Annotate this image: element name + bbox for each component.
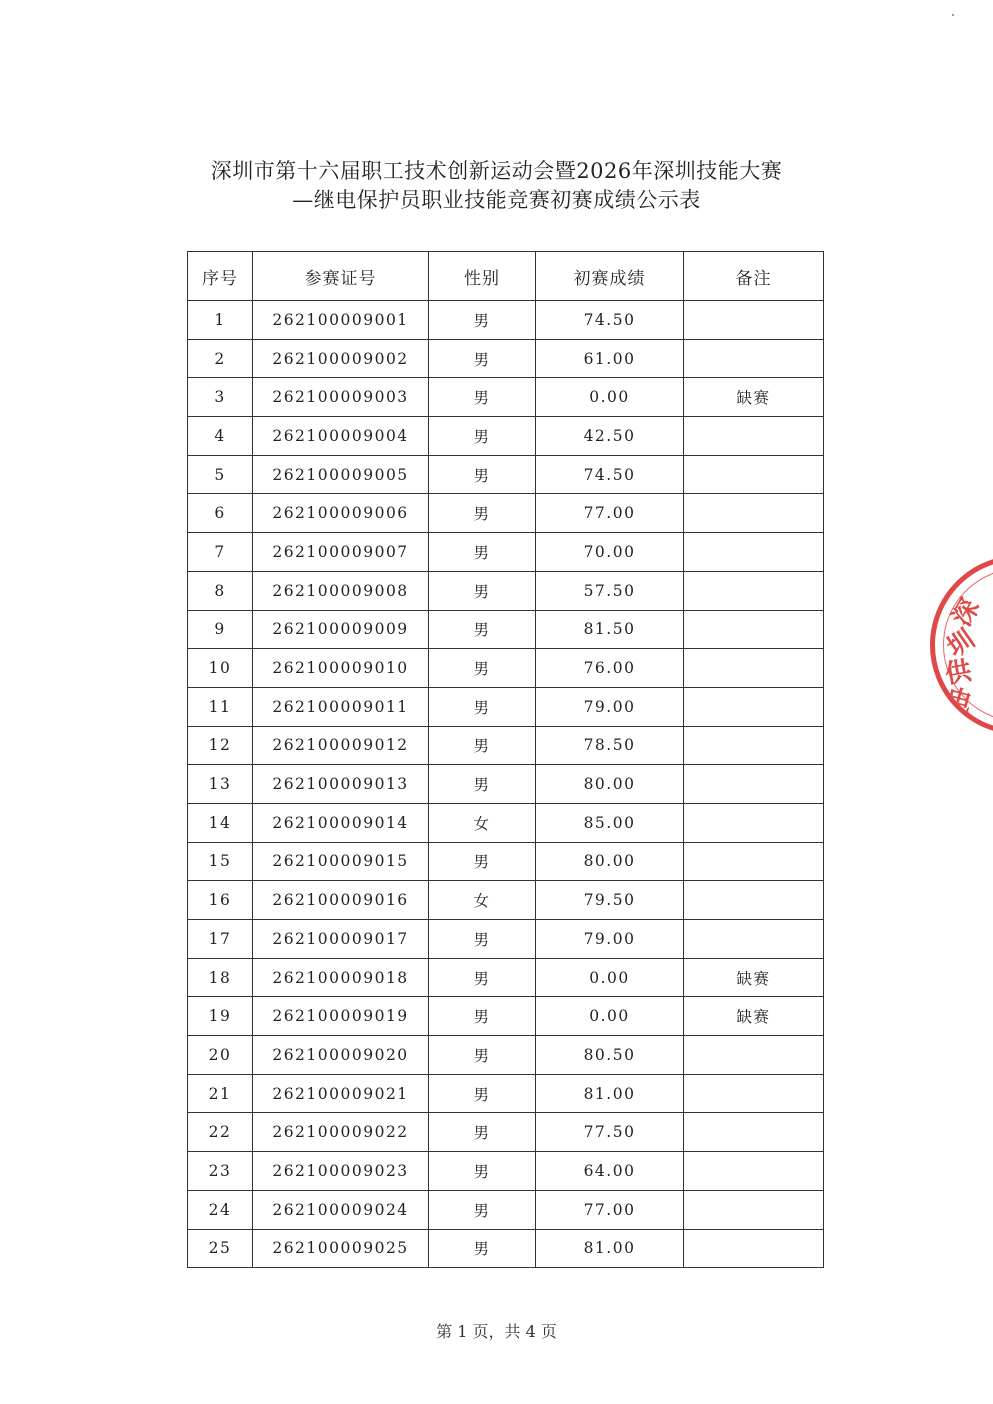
cell-remarks xyxy=(684,842,824,881)
cell-serial-number: 10 xyxy=(188,649,253,688)
cell-entry-number: 262100009019 xyxy=(253,997,429,1036)
cell-entry-number: 262100009008 xyxy=(253,571,429,610)
table-row xyxy=(188,1229,824,1268)
cell-preliminary-score: 57.50 xyxy=(536,571,684,610)
cell-preliminary-score: 77.00 xyxy=(536,494,684,533)
cell-preliminary-score: 81.50 xyxy=(536,610,684,649)
cell-gender: 男 xyxy=(429,1152,536,1191)
cell-serial-number: 21 xyxy=(188,1074,253,1113)
cell-preliminary-score: 0.00 xyxy=(536,958,684,997)
cell-serial-number: 3 xyxy=(188,378,253,417)
official-seal-glyph: 深 xyxy=(947,593,986,632)
table-row xyxy=(188,881,824,920)
cell-entry-number: 262100009004 xyxy=(253,417,429,456)
document-title-line-2: —继电保护员职业技能竞赛初赛成绩公示表 xyxy=(292,188,701,212)
cell-remarks xyxy=(684,649,824,688)
cell-entry-number: 262100009014 xyxy=(253,803,429,842)
cell-gender: 男 xyxy=(429,997,536,1036)
cell-serial-number: 13 xyxy=(188,765,253,804)
header-entry-number: 参赛证号 xyxy=(253,252,429,301)
cell-entry-number: 262100009022 xyxy=(253,1113,429,1152)
cell-entry-number: 262100009020 xyxy=(253,1036,429,1075)
table-row xyxy=(188,1036,824,1075)
cell-gender: 男 xyxy=(429,417,536,456)
cell-preliminary-score: 80.50 xyxy=(536,1036,684,1075)
cell-gender: 男 xyxy=(429,301,536,340)
header-preliminary-score: 初赛成绩 xyxy=(536,252,684,301)
official-seal xyxy=(930,555,993,735)
cell-serial-number: 8 xyxy=(188,571,253,610)
cell-serial-number: 24 xyxy=(188,1190,253,1229)
table-header-row xyxy=(188,252,824,301)
cell-serial-number: 15 xyxy=(188,842,253,881)
cell-gender: 男 xyxy=(429,533,536,572)
cell-gender: 男 xyxy=(429,610,536,649)
cell-gender: 男 xyxy=(429,842,536,881)
cell-serial-number: 5 xyxy=(188,455,253,494)
cell-remarks: 缺赛 xyxy=(684,378,824,417)
cell-entry-number: 262100009006 xyxy=(253,494,429,533)
table-row xyxy=(188,417,824,456)
table-row xyxy=(188,339,824,378)
table-row xyxy=(188,1074,824,1113)
official-seal-glyph: 圳 xyxy=(941,623,981,664)
cell-entry-number: 262100009002 xyxy=(253,339,429,378)
table-row xyxy=(188,610,824,649)
cell-serial-number: 23 xyxy=(188,1152,253,1191)
score-table xyxy=(187,251,824,1268)
cell-serial-number: 11 xyxy=(188,687,253,726)
cell-entry-number: 262100009010 xyxy=(253,649,429,688)
cell-remarks xyxy=(684,571,824,610)
cell-preliminary-score: 0.00 xyxy=(536,378,684,417)
official-seal-glyph: 供 xyxy=(942,655,974,690)
cell-entry-number: 262100009001 xyxy=(253,301,429,340)
cell-remarks xyxy=(684,1113,824,1152)
table-row xyxy=(188,649,824,688)
cell-gender: 男 xyxy=(429,920,536,959)
table-row xyxy=(188,571,824,610)
header-remarks: 备注 xyxy=(684,252,824,301)
table-row xyxy=(188,378,824,417)
cell-gender: 男 xyxy=(429,765,536,804)
cell-remarks xyxy=(684,301,824,340)
cell-entry-number: 262100009023 xyxy=(253,1152,429,1191)
table-row xyxy=(188,997,824,1036)
cell-gender: 女 xyxy=(429,803,536,842)
table-row xyxy=(188,687,824,726)
cell-serial-number: 12 xyxy=(188,726,253,765)
cell-remarks xyxy=(684,455,824,494)
cell-serial-number: 14 xyxy=(188,803,253,842)
document-title-line-1: 深圳市第十六届职工技术创新运动会暨2026年深圳技能大赛 xyxy=(210,159,783,183)
cell-remarks xyxy=(684,339,824,378)
cell-gender: 男 xyxy=(429,1229,536,1268)
table-row xyxy=(188,842,824,881)
cell-entry-number: 262100009021 xyxy=(253,1074,429,1113)
cell-gender: 男 xyxy=(429,378,536,417)
cell-serial-number: 22 xyxy=(188,1113,253,1152)
cell-entry-number: 262100009016 xyxy=(253,881,429,920)
cell-entry-number: 262100009011 xyxy=(253,687,429,726)
cell-preliminary-score: 74.50 xyxy=(536,301,684,340)
table-row xyxy=(188,494,824,533)
cell-remarks xyxy=(684,1074,824,1113)
cell-remarks xyxy=(684,803,824,842)
cell-serial-number: 7 xyxy=(188,533,253,572)
cell-remarks xyxy=(684,765,824,804)
cell-preliminary-score: 61.00 xyxy=(536,339,684,378)
cell-serial-number: 16 xyxy=(188,881,253,920)
cell-entry-number: 262100009025 xyxy=(253,1229,429,1268)
cell-serial-number: 18 xyxy=(188,958,253,997)
cell-entry-number: 262100009003 xyxy=(253,378,429,417)
cell-remarks xyxy=(684,1152,824,1191)
cell-remarks xyxy=(684,726,824,765)
cell-preliminary-score: 85.00 xyxy=(536,803,684,842)
cell-entry-number: 262100009018 xyxy=(253,958,429,997)
cell-remarks xyxy=(684,881,824,920)
table-row xyxy=(188,1113,824,1152)
cell-remarks xyxy=(684,1229,824,1268)
table-row xyxy=(188,726,824,765)
table-row xyxy=(188,803,824,842)
cell-preliminary-score: 70.00 xyxy=(536,533,684,572)
cell-gender: 女 xyxy=(429,881,536,920)
cell-serial-number: 2 xyxy=(188,339,253,378)
cell-preliminary-score: 74.50 xyxy=(536,455,684,494)
cell-remarks xyxy=(684,1036,824,1075)
cell-gender: 男 xyxy=(429,571,536,610)
table-row xyxy=(188,765,824,804)
cell-gender: 男 xyxy=(429,958,536,997)
cell-gender: 男 xyxy=(429,726,536,765)
table-row xyxy=(188,455,824,494)
cell-remarks xyxy=(684,533,824,572)
cell-entry-number: 262100009012 xyxy=(253,726,429,765)
cell-preliminary-score: 80.00 xyxy=(536,842,684,881)
cell-preliminary-score: 81.00 xyxy=(536,1074,684,1113)
cell-serial-number: 20 xyxy=(188,1036,253,1075)
header-gender: 性别 xyxy=(429,252,536,301)
cell-gender: 男 xyxy=(429,687,536,726)
cell-serial-number: 4 xyxy=(188,417,253,456)
cell-serial-number: 19 xyxy=(188,997,253,1036)
cell-remarks xyxy=(684,920,824,959)
cell-entry-number: 262100009013 xyxy=(253,765,429,804)
official-seal-glyph: 电 xyxy=(942,683,976,720)
cell-remarks xyxy=(684,687,824,726)
cell-entry-number: 262100009007 xyxy=(253,533,429,572)
cell-preliminary-score: 0.00 xyxy=(536,997,684,1036)
cell-preliminary-score: 81.00 xyxy=(536,1229,684,1268)
cell-remarks xyxy=(684,610,824,649)
cell-serial-number: 17 xyxy=(188,920,253,959)
cell-gender: 男 xyxy=(429,1074,536,1113)
score-table-body xyxy=(188,301,824,1268)
cell-serial-number: 25 xyxy=(188,1229,253,1268)
cell-entry-number: 262100009024 xyxy=(253,1190,429,1229)
cell-preliminary-score: 42.50 xyxy=(536,417,684,456)
table-row xyxy=(188,533,824,572)
scan-speck xyxy=(952,14,954,16)
cell-gender: 男 xyxy=(429,455,536,494)
cell-serial-number: 9 xyxy=(188,610,253,649)
cell-remarks xyxy=(684,1190,824,1229)
cell-remarks: 缺赛 xyxy=(684,997,824,1036)
cell-entry-number: 262100009005 xyxy=(253,455,429,494)
table-row xyxy=(188,1152,824,1191)
cell-serial-number: 6 xyxy=(188,494,253,533)
cell-entry-number: 262100009009 xyxy=(253,610,429,649)
cell-preliminary-score: 78.50 xyxy=(536,726,684,765)
cell-gender: 男 xyxy=(429,1190,536,1229)
cell-preliminary-score: 79.00 xyxy=(536,920,684,959)
cell-preliminary-score: 80.00 xyxy=(536,765,684,804)
cell-preliminary-score: 76.00 xyxy=(536,649,684,688)
cell-preliminary-score: 79.00 xyxy=(536,687,684,726)
cell-gender: 男 xyxy=(429,494,536,533)
cell-remarks: 缺赛 xyxy=(684,958,824,997)
cell-gender: 男 xyxy=(429,649,536,688)
cell-preliminary-score: 77.50 xyxy=(536,1113,684,1152)
page-number-footer: 第 1 页，共 4 页 xyxy=(436,1322,557,1341)
cell-entry-number: 262100009015 xyxy=(253,842,429,881)
cell-preliminary-score: 79.50 xyxy=(536,881,684,920)
table-row xyxy=(188,301,824,340)
cell-preliminary-score: 64.00 xyxy=(536,1152,684,1191)
cell-gender: 男 xyxy=(429,1036,536,1075)
cell-entry-number: 262100009017 xyxy=(253,920,429,959)
cell-serial-number: 1 xyxy=(188,301,253,340)
cell-remarks xyxy=(684,494,824,533)
table-row xyxy=(188,958,824,997)
cell-remarks xyxy=(684,417,824,456)
cell-gender: 男 xyxy=(429,1113,536,1152)
official-seal-glyphs xyxy=(941,580,993,730)
header-serial-number: 序号 xyxy=(188,252,253,301)
cell-gender: 男 xyxy=(429,339,536,378)
table-row xyxy=(188,1190,824,1229)
cell-preliminary-score: 77.00 xyxy=(536,1190,684,1229)
table-row xyxy=(188,920,824,959)
